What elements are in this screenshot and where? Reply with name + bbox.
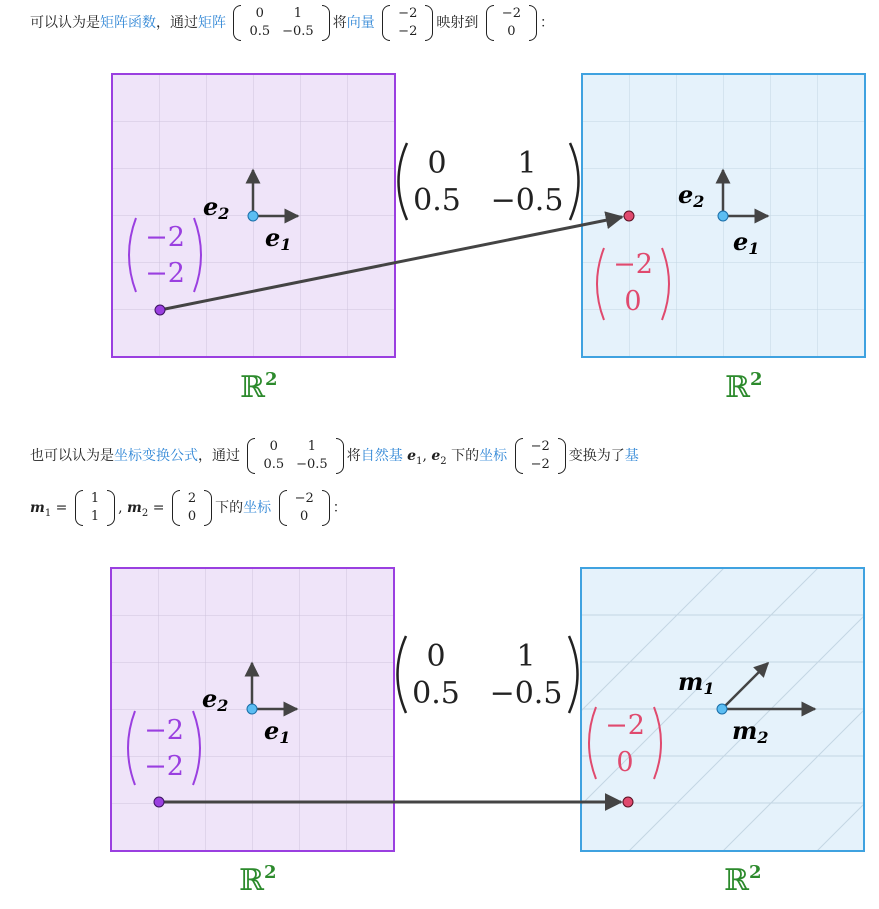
domain-space-label: ℝ$^2$ (239, 862, 277, 898)
svg-text:−2: −2 (145, 222, 185, 253)
svg-text:0.5: 0.5 (413, 183, 461, 218)
svg-text:0: 0 (426, 639, 446, 674)
origin-dot (248, 211, 258, 221)
inline-matrix: 0 1 0.5 −0.5 (247, 438, 343, 474)
e2-label: e2 (203, 192, 230, 223)
svg-text:−0.5: −0.5 (490, 183, 564, 218)
origin-dot (718, 211, 728, 221)
m1-symbol: $m_1$ (30, 500, 52, 519)
svg-text:−0.5: −0.5 (489, 676, 563, 711)
link-coord[interactable]: 坐标 (243, 500, 272, 516)
link-coord[interactable]: 坐标 (479, 448, 508, 464)
caption-2-line-1: 也可以认为是坐标变换公式，通过 0 1 0.5 −0.5 将自然基 $e_1$, $e_2$ 下的坐标 −2 −2 变换为了基 (30, 439, 639, 472)
e1-label: e1 (733, 227, 760, 258)
svg-text:−2: −2 (145, 258, 185, 289)
svg-text:1: 1 (516, 639, 536, 674)
inline-m2-vector: 2 0 (172, 490, 212, 526)
caption-text: ，通过 (156, 15, 198, 31)
inline-m1-vector: 1 1 (75, 490, 115, 526)
caption-text: 将 (332, 15, 347, 31)
origin-dot (717, 704, 727, 714)
svg-text:0.5: 0.5 (412, 676, 460, 711)
m2-label: m2 (732, 716, 769, 747)
caption-text: 可以认为是 (30, 15, 100, 31)
diagram-1 (0, 50, 879, 460)
input-point (155, 305, 165, 315)
svg-text:−2: −2 (144, 751, 184, 782)
inline-vector-in: −2 −2 (382, 5, 433, 41)
link-matrix[interactable]: 矩阵 (198, 15, 226, 31)
e1-symbol: $e_1$ (407, 448, 423, 467)
link-vector[interactable]: 向量 (346, 15, 375, 31)
inline-vector-in: −2 −2 (515, 438, 566, 474)
svg-text:−2: −2 (613, 249, 653, 280)
caption-text: 映射到 (436, 15, 479, 31)
svg-text:−2: −2 (605, 710, 645, 741)
inline-vector-out: −2 0 (279, 490, 330, 526)
svg-text:−2: −2 (144, 715, 184, 746)
e1-label: e1 (265, 223, 292, 254)
inline-vector-out: −2 0 (486, 5, 537, 41)
e2-label: e2 (202, 684, 229, 715)
e2-label: e2 (678, 180, 705, 211)
diagram-2 (0, 549, 879, 909)
link-coord-formula[interactable]: 坐标变换公式 (114, 448, 198, 464)
codomain-space-label: ℝ$^2$ (724, 862, 762, 898)
origin-dot (247, 704, 257, 714)
output-point (624, 211, 634, 221)
link-natural-basis[interactable]: 自然基 (360, 448, 403, 464)
e2-symbol: $e_2$ (431, 448, 447, 467)
m2-symbol: $m_2$ (127, 500, 149, 519)
codomain-space-label: ℝ$^2$ (725, 369, 763, 405)
svg-text:0: 0 (616, 747, 634, 778)
e1-label: e1 (264, 716, 291, 747)
link-matrix-function[interactable]: 矩阵函数 (100, 15, 156, 31)
inline-matrix: 0 1 0.5 −0.5 (233, 5, 329, 41)
caption-2-line-2: $m_1$ = 1 1 , $m_2$ = 2 0 下的坐标 −2 0 ： (30, 491, 347, 524)
domain-space-label: ℝ$^2$ (240, 369, 278, 405)
transform-matrix (398, 636, 578, 713)
output-point (623, 797, 633, 807)
caption-1: 可以认为是矩阵函数，通过矩阵 0 1 0.5 −0.5 将向量 −2 −2 映射到 −2 0 ： (30, 6, 554, 39)
svg-text:0: 0 (427, 146, 447, 181)
svg-text:0: 0 (624, 286, 642, 317)
svg-text:1: 1 (517, 146, 537, 181)
link-basis[interactable]: 基 (624, 448, 639, 464)
transform-matrix (399, 143, 579, 220)
m1-label: m1 (678, 667, 715, 698)
input-point (154, 797, 164, 807)
